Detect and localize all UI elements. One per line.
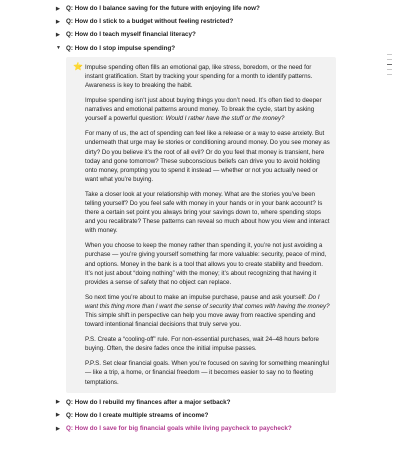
triangle-right-icon: ▶ (56, 18, 60, 25)
triangle-right-icon: ▶ (56, 425, 60, 432)
faq-question[interactable] (56, 396, 346, 409)
faq-question[interactable] (56, 409, 346, 422)
answer-text: Impulse spending isn’t just about buying things you don’t need. It’s often tied to deeper narratives and emotional patterns around money. To break the cycle, start by asking yourself a powerful question: (85, 97, 322, 123)
faq-question[interactable] (56, 28, 346, 41)
answer-text: This simple shift in perspective can help you move away from reactive spending and toward intentional financial decisions that truly serve you. (85, 312, 316, 329)
triangle-right-icon: ▶ (56, 412, 60, 419)
triangle-right-icon: ▶ (56, 399, 60, 406)
faq-list-bottom (56, 396, 346, 436)
faq-question[interactable] (56, 15, 346, 28)
faq-question-label: Q: How do I create multiple streams of income? (66, 411, 209, 419)
answer-text: So next time you’re about to make an impulse purchase, pause and ask yourself: (85, 293, 309, 301)
scroll-indicator-mark[interactable] (387, 59, 392, 60)
faq-answer (66, 57, 336, 393)
faq-question-label: Q: How do I teach myself financial literacy? (66, 31, 196, 39)
answer-paragraph: Impulse spending often fills an emotional gap, like stress, boredom, or the need for instant gratification. Start by tracking your spending for a month to identify patterns. Awareness is key to breaking the habit. (85, 63, 313, 89)
triangle-right-icon: ▶ (56, 31, 60, 38)
star-icon: ⭐ (73, 61, 83, 71)
answer-paragraph: When you choose to keep the money rather than spending it, you’re not just avoiding a purchase — you’re giving yourself something far more valuable: security, peace of mind, and options. Money in the bank is a tool that allows you to create stability and freedom. It’s not just about “doing nothing” with the money; it’s about recognizing that having it provides a sense of safety that no object can replace. (85, 242, 327, 286)
faq-question-hovered[interactable] (56, 422, 346, 435)
answer-paragraph (85, 96, 330, 123)
answer-paragraph: P.S. Create a “cooling-off” rule. For non-essential purchases, wait 24–48 hours before buying. Often, the desire fades once the initial impulse passes. (85, 336, 319, 353)
faq-question-label: Q: How do I rebuild my finances after a major setback? (66, 398, 231, 406)
triangle-right-icon: ▶ (56, 5, 60, 12)
answer-emphasis: Do I want this thing more than I want the sense of security that comes with having the money? (85, 293, 330, 310)
faq-question[interactable] (56, 2, 346, 15)
faq-question-label: Q: How do I stick to a budget without feeling restricted? (66, 18, 234, 26)
scroll-indicator-mark[interactable] (387, 54, 392, 55)
answer-paragraph (85, 293, 330, 329)
answer-paragraph: For many of us, the act of spending can feel like a release or a way to ease anxiety. But underneath that urge may lie stories or conditioning around money. Do you see money as dirty? Do you believe it’s the root of all evil? Or do you feel that money is transient, here today and gone tomorrow? These subconscious beliefs can drive you to avoid holding onto money, prompting you to spend it instead — whether or not you actually need or want what you’re buying. (85, 130, 330, 183)
page-scroll-indicator[interactable] (387, 54, 393, 79)
faq-answer-body (85, 63, 330, 387)
scroll-indicator-mark[interactable] (387, 69, 392, 70)
faq-question-label: Q: How do I stop impulse spending? (66, 44, 176, 52)
scroll-indicator-mark-active[interactable] (387, 64, 392, 65)
scroll-indicator-mark[interactable] (387, 74, 392, 75)
answer-paragraph: P.P.S. Set clear financial goals. When you’re focused on saving for something meaningful — like a trip, a home, or financial freedom — it becomes easier to say no to fleeting temptations. (85, 360, 329, 386)
faq-question-label: Q: How do I save for big financial goals while living paycheck to paycheck? (66, 425, 292, 433)
triangle-down-icon: ▼ (56, 45, 61, 52)
faq-question-label: Q: How do I balance saving for the future with enjoying life now? (66, 5, 260, 13)
answer-paragraph: Take a closer look at your relationship with money. What are the stories you’ve been telling yourself? Do you feel safe with money in your hands or in your bank account? Is there a certain set point you always bring your savings down to, where spending stops and you recalibrate? These patterns can reveal so much about how you view and interact with money. (85, 190, 330, 235)
answer-emphasis: Would I rather have the stuff or the money? (165, 115, 285, 123)
faq-question-expanded[interactable] (56, 42, 346, 55)
faq-list (56, 2, 346, 435)
